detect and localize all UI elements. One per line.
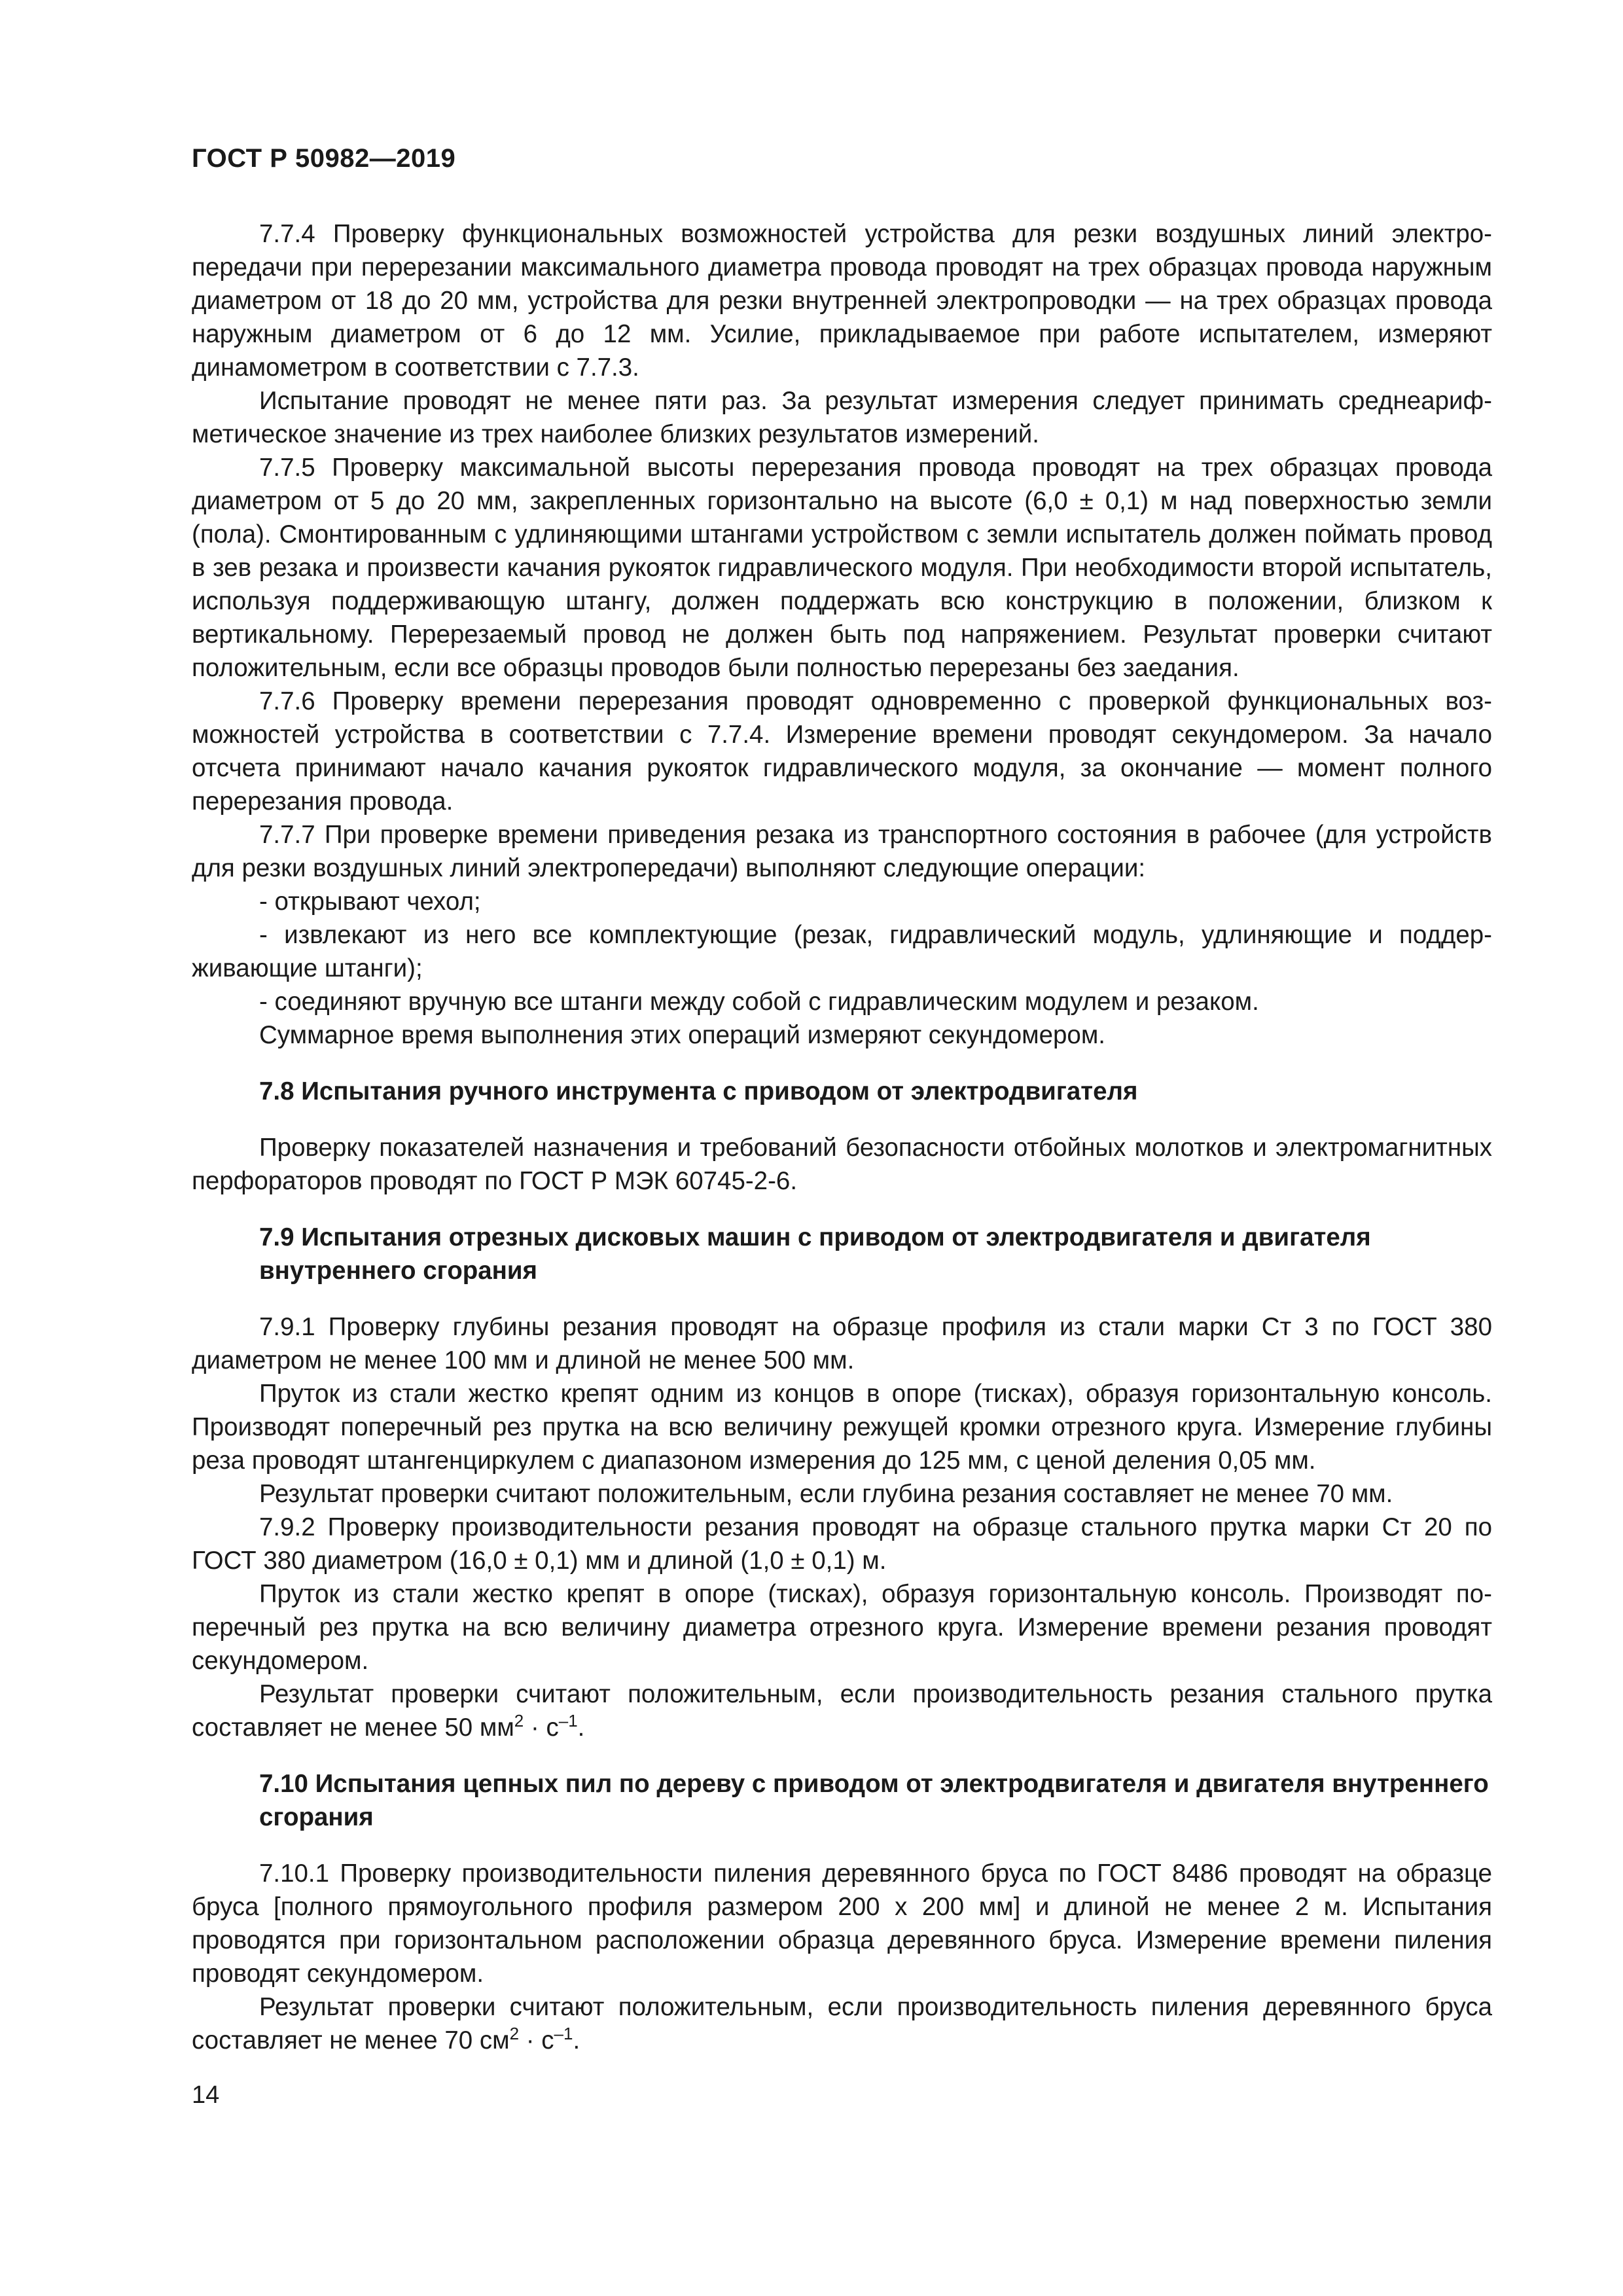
paragraph-7-9-1-rod: Пруток из стали жестко крепят одним из концов в опоре (тисках), образуя горизонтальную консоль. Производят поперечный рез прутка на всю величину режущей кромки отрезного круга. Измерение глубины реза проводят штангенциркулем с диапазоном измерения до 125 мм, с ценой деления 0,05 мм. [192,1380,1492,1475]
paragraph-7-9-2: 7.9.2 Проверку производительности резания проводят на образце стального прутка марки Ст 20 по ГОСТ 380 диаметром (16,0 ± 0,1) мм и длиной (1,0 ± 0,1) м. [192,1513,1492,1575]
paragraph-7-10-1-result: Результат проверки считают положительным, если производительность пиления деревянного бруса составляет не менее 70 $см^2 \cdot с^{-1}$. [192,1993,1492,2054]
list-item: - соединяют вручную все штанги между собой с гидравлическим модулем и резаком. [259,988,1259,1016]
paragraph-7-7-4: 7.7.4 Проверку функциональных возможностей устройства для резки воздушных линий электропередачи при перерезании максимального диаметра провода проводят на трех образцах провода наружным диаметром от 18 до 20 мм, устройства для резки внутренней электропроводки — на трех образцах провода наружным диаметром от 6 до 12 мм. Усилие, прикладываемое при работе испытателем, измеряют динамометром в соответствии с 7.7.3. [192,220,1492,382]
section-heading-7-10: 7.10 Испытания цепных пил по дереву с приводом от электродвигателя и двигателя внутреннего сгорания [259,1770,1489,1831]
paragraph-7-8: Проверку показателей назначения и требований безопасности отбойных молотков и электромагнитных перфораторов проводят по ГОСТ Р МЭК 60745-2-6. [192,1134,1492,1195]
paragraph-7-7-5: 7.7.5 Проверку максимальной высоты перерезания провода проводят на трех образцах провода диаметром от 5 до 20 мм, закрепленных горизонтально на высоте (6,0 ± 0,1) м над поверхностью земли (пола). Смонтированным с удлиняющими штангами устройством с земли испытатель должен поймать провод в зев резака и произвести качания рукояток гидравлического модуля. При необходимости второй испытатель, используя поддерживающую штангу, должен поддержать всю конструкцию в положении, близком к вертикальному. Перерезаемый провод не должен быть под напряжением. Результат проверки считают положительным, если все образцы проводов были полностью перерезаны без заедания. [192,454,1492,682]
paragraph-7-9-1: 7.9.1 Проверку глубины резания проводят на образце профиля из стали марки Ст 3 по ГОСТ 380 диаметром не менее 100 мм и длиной не менее 500 мм. [192,1313,1492,1374]
paragraph-7-7-4-tests: Испытание проводят не менее пяти раз. За результат измерения следует принимать среднеарифметическое значение из трех наиболее близких результатов измерений. [192,387,1492,448]
paragraph-7-7-6: 7.7.6 Проверку времени перерезания проводят одновременно с проверкой функциональных возможностей устройства в соответствии с 7.7.4. Измерение времени проводят секундомером. За начало отсчета принимают начало качания рукояток гидравлического модуля, за окончание — момент полного перерезания провода. [192,687,1492,816]
paragraph-7-9-1-result: Результат проверки считают положительным, если глубина резания составляет не менее 70 мм. [259,1480,1393,1508]
paragraph-7-7-7: 7.7.7 При проверке времени приведения резака из транспортного состояния в рабочее (для устройств для резки воздушных линий электропередачи) выполняют следующие операции: [192,821,1492,882]
page-number: 14 [192,2081,220,2109]
paragraph-7-9-2-rod: Пруток из стали жестко крепят в опоре (тисках), образуя горизонтальную консоль. Производят поперечный рез прутка на всю величину диаметра отрезного круга. Измерение времени резания проводят секундомером. [192,1580,1492,1675]
paragraph-7-9-2-result: Результат проверки считают положительным, если производительность резания стального прутка составляет не менее 50 $мм^2 \cdot с^{-1}$. [192,1680,1492,1742]
section-heading-7-9: 7.9 Испытания отрезных дисковых машин с приводом от электродвигателя и двигателя внутреннего сгорания [259,1223,1371,1285]
section-heading-7-8: 7.8 Испытания ручного инструмента с приводом от электродвигателя [259,1077,1138,1105]
paragraph-7-7-7-total: Суммарное время выполнения этих операций измеряют секундомером. [259,1021,1106,1049]
list-item: - открывают чехол; [259,888,481,916]
document-header: ГОСТ Р 50982—2019 [192,144,456,173]
document-body [192,217,1492,2057]
paragraph-7-10-1: 7.10.1 Проверку производительности пиления деревянного бруса по ГОСТ 8486 проводят на образце бруса [полного прямоугольного профиля размером 200 х 200 мм] и длиной не менее 2 м. Испытания проводятся при горизонтальном расположении образца деревянного бруса. Измерение времени пиления проводят секундомером. [192,1859,1492,1988]
list-item: - извлекают из него все комплектующие (резак, гидравлический модуль, удлиняющие и поддерживающие штанги); [192,921,1492,982]
